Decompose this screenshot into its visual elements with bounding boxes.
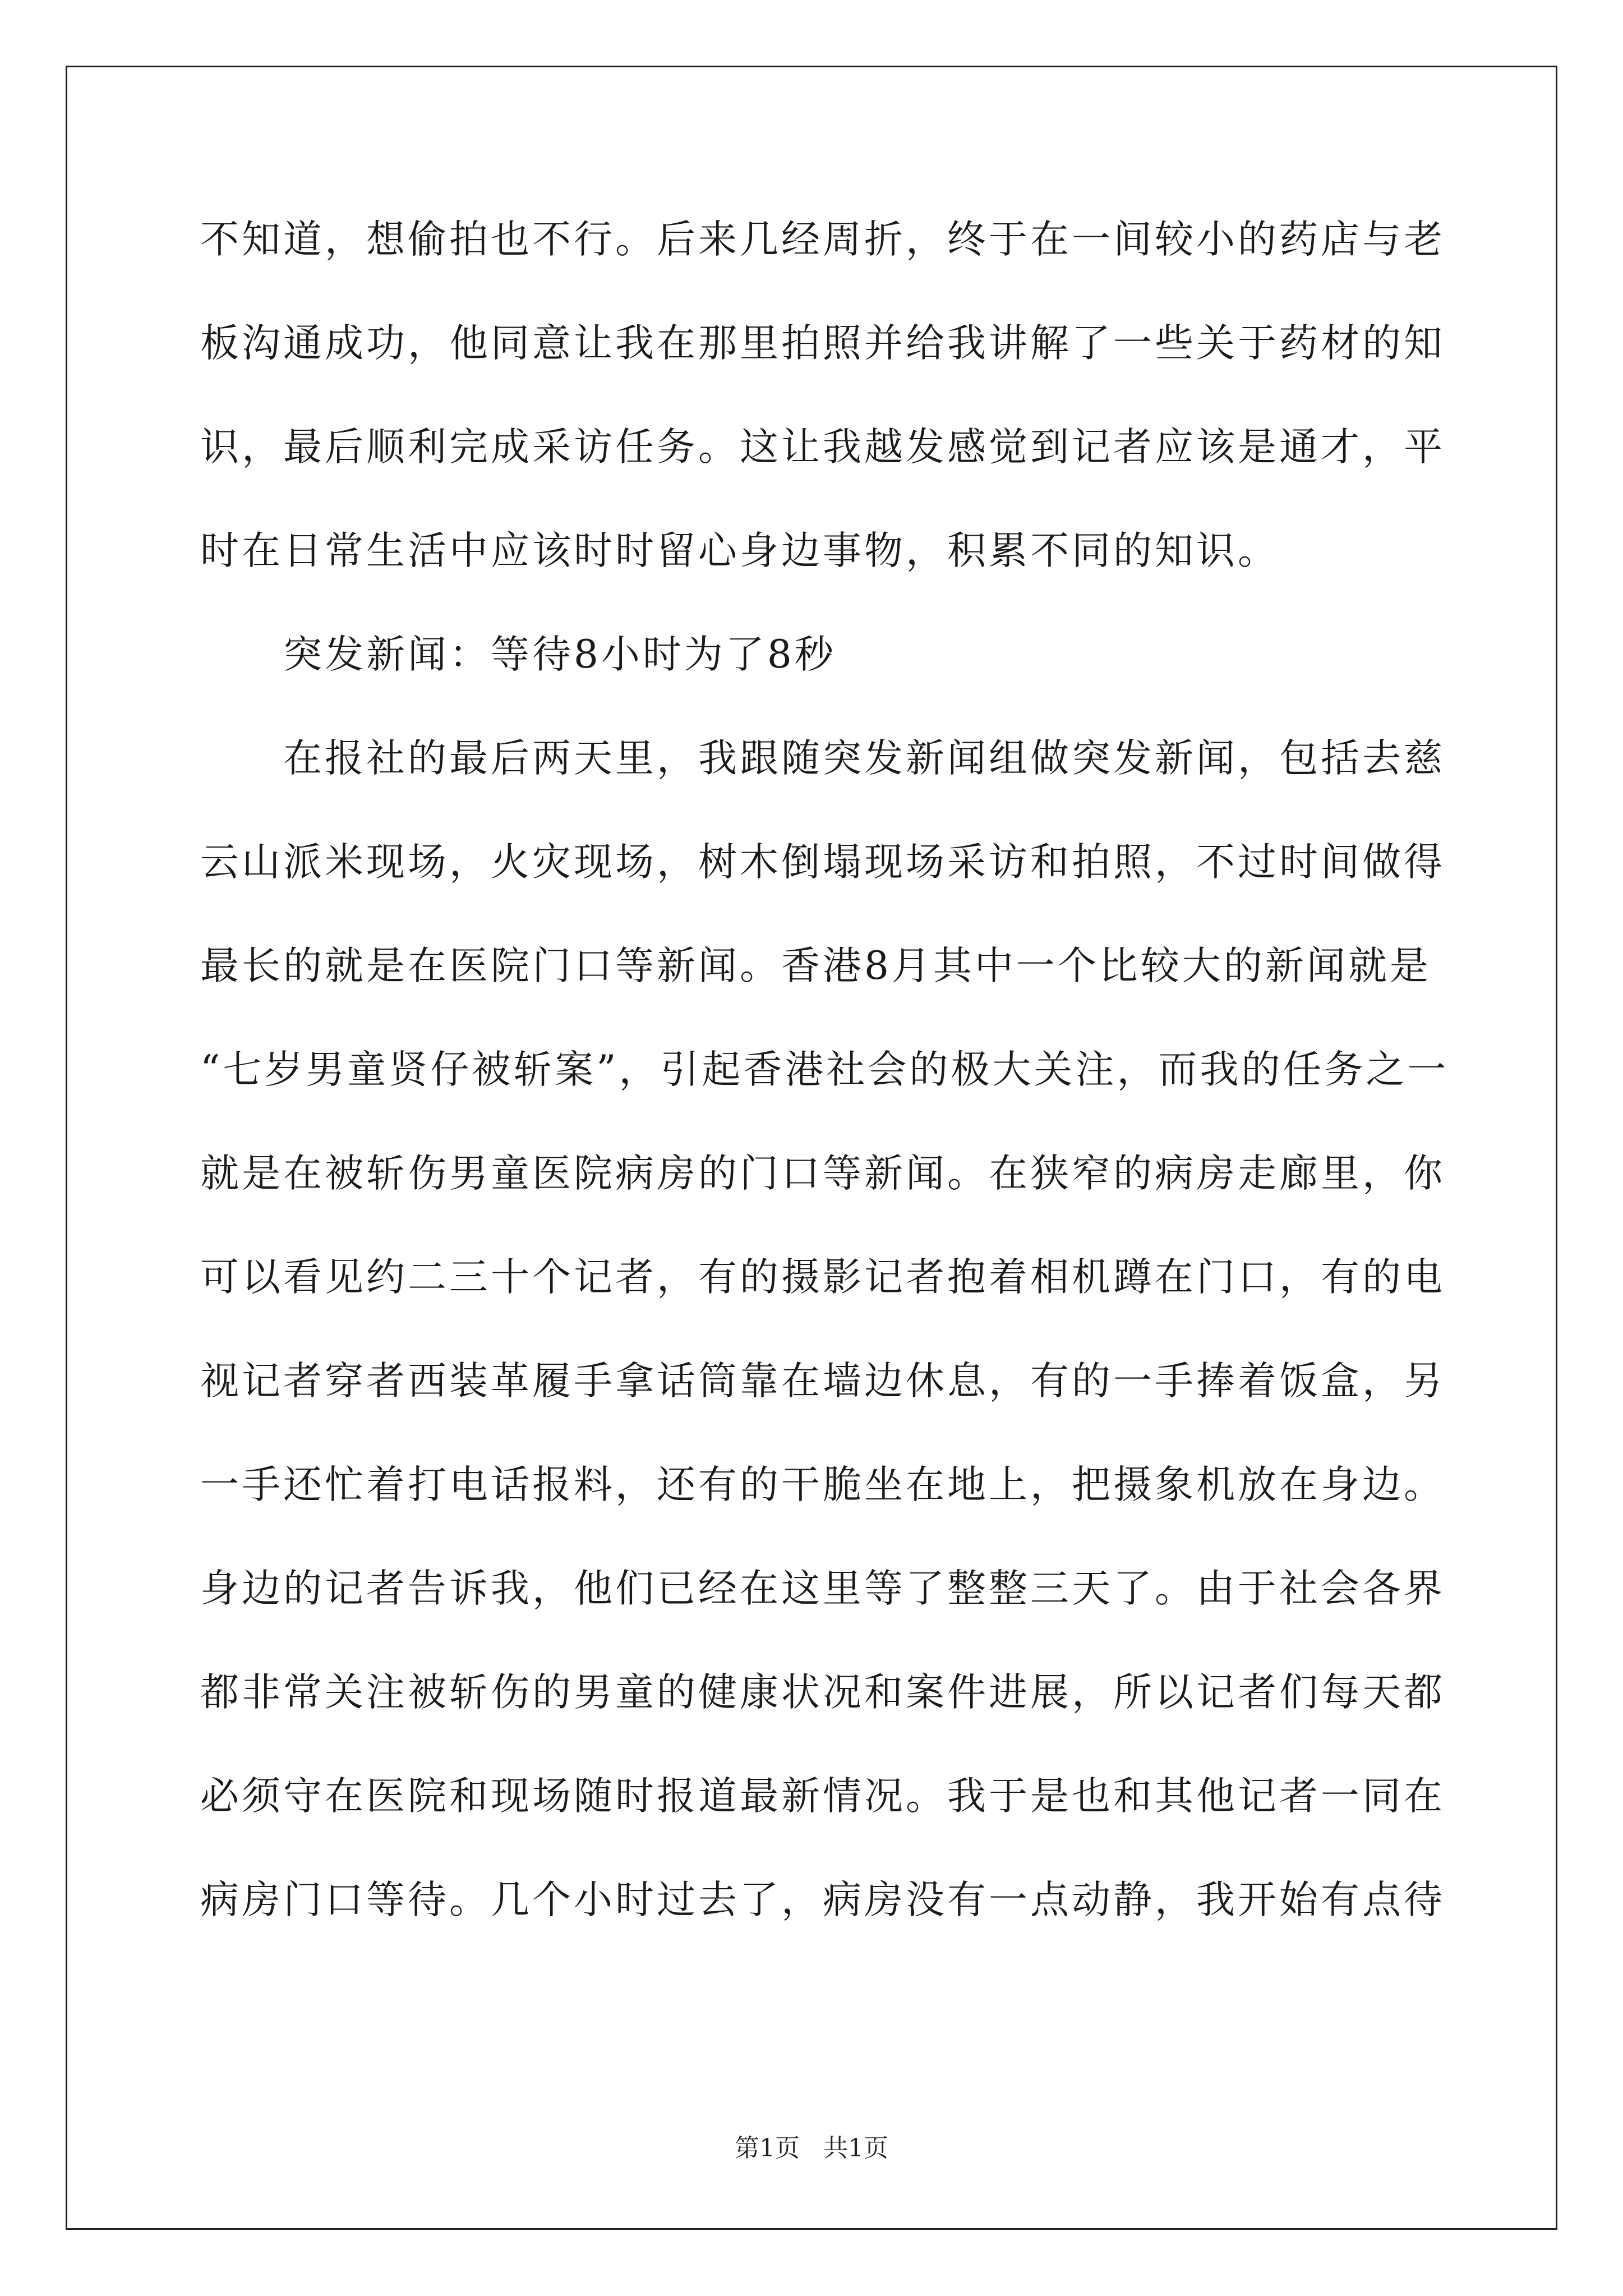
- text-line: 视记者穿者西装革履手拿话筒靠在墙边休息，有的一手捧着饭盒，另: [200, 1359, 1445, 1404]
- text-line: “七岁男童贤仔被斩案”，引起香港社会的极大关注，而我的任务之一: [200, 1047, 1449, 1092]
- text-line: 在报社的最后两天里，我跟随突发新闻组做突发新闻，包括去慈: [283, 736, 1445, 781]
- text-line: 一手还忙着打电话报料，还有的干脆坐在地上，把摄象机放在身边。: [200, 1462, 1445, 1507]
- text-line: 必须守在医院和现场随时报道最新情况。我于是也和其他记者一同在: [200, 1774, 1445, 1819]
- text-line: 云山派米现场，火灾现场，树木倒塌现场采访和拍照，不过时间做得: [200, 840, 1445, 885]
- text-line: 时在日常生活中应该时时留心身边事物，积累不同的知识。: [200, 528, 1279, 573]
- text-line: 板沟通成功，他同意让我在那里拍照并给我讲解了一些关于药材的知: [200, 321, 1445, 366]
- text-line: 病房门口等待。几个小时过去了，病房没有一点动静，我开始有点待: [200, 1878, 1445, 1922]
- page-number: 第1页 共1页: [735, 2134, 888, 2162]
- text-line: 就是在被斩伤男童医院病房的门口等新闻。在狭窄的病房走廊里，你: [200, 1151, 1445, 1196]
- section-heading: 突发新闻：等待8小时为了8秒: [283, 632, 836, 677]
- page-footer: [0, 2132, 1623, 2165]
- text-line: 最长的就是在医院门口等新闻。香港8月其中一个比较大的新闻就是: [200, 944, 1431, 988]
- text-line: 识，最后顺利完成采访任务。这让我越发感觉到记者应该是通才，平: [200, 425, 1445, 470]
- text-line: 身边的记者告诉我，他们已经在这里等了整整三天了。由于社会各界: [200, 1566, 1445, 1611]
- text-line: 不知道，想偷拍也不行。后来几经周折，终于在一间较小的药店与老: [200, 217, 1445, 262]
- text-line: 可以看见约二三十个记者，有的摄影记者抱着相机蹲在门口，有的电: [200, 1255, 1445, 1300]
- text-line: 都非常关注被斩伤的男童的健康状况和案件进展，所以记者们每天都: [200, 1670, 1445, 1715]
